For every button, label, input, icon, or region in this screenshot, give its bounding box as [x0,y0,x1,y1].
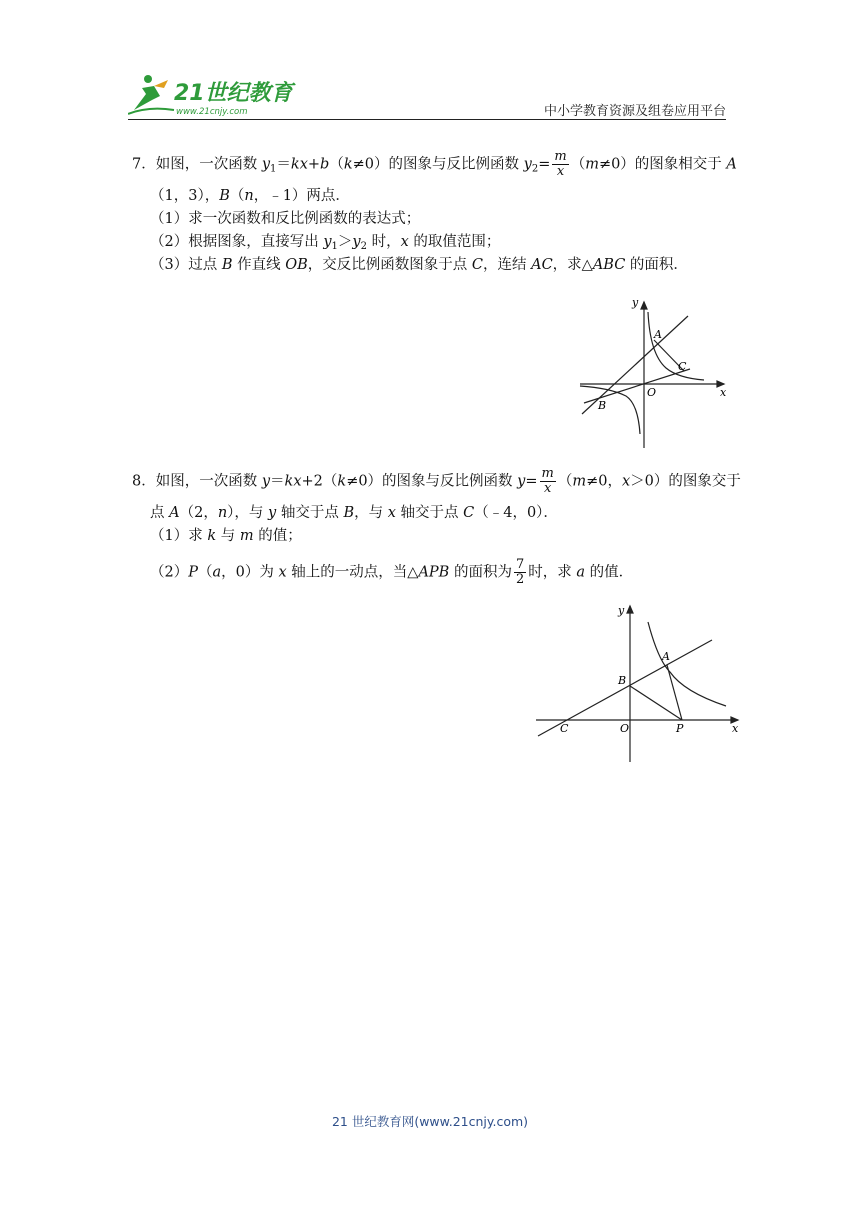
hyperbola-branch-2 [580,386,640,434]
page-header [128,68,726,120]
label-o: O [647,386,657,399]
label-c: C [560,722,569,735]
q7-figure [576,292,736,452]
q8-line-2: 点 A（2，n），与 y 轴交于点 B，与 x 轴交于点 C（﹣4，0）． [150,505,558,521]
label-b: B [598,399,607,412]
q8-line-3: （1）求 k 与 m 的值； [150,528,302,544]
q8-line-4: （2）P（a，0）为 x 轴上的一动点，当△APB 的面积为 $\frac{7}{2}$ 时，求 a 的值． [150,557,634,587]
label-a: A [654,328,662,341]
q7-line-1: 7．如图，一次函数 $y_1=kx+b(k\ne 0)$的图象与反比例函数 $y_2=$ $\frac{m}{x}$ （m≠0）的图象相交于 A [132,149,737,179]
line-ob [584,369,690,403]
q7-line-4: （2）根据图象，直接写出 $y_1>y_2$ 时，x 的取值范围； [150,234,501,252]
label-x: x [732,722,739,735]
label-y: y [632,296,639,309]
q7-line-3: （1）求一次函数和反比例函数的表达式； [150,211,421,227]
label-y: y [618,604,625,617]
label-p: P [676,722,684,735]
hyperbola-branch [648,622,726,706]
q7-line-2: （1，3），B（n，﹣1）两点． [150,188,350,204]
fraction-7-over-2: $\frac{7}{2}$ [515,557,525,587]
label-c: C [678,360,687,373]
header-rule [128,119,726,120]
logo-icon [128,70,298,118]
label-o: O [620,722,630,735]
site-name: 中小学教育资源及组卷应用平台 [543,104,726,119]
fraction-m-over-x: $\frac{m}{x}$ [554,149,567,179]
label-b: B [618,674,627,687]
logo-url: www.21cnjy.com [176,107,248,117]
q8-line-1: 8．如图，一次函数 y＝kx+2（k≠0）的图象与反比例函数 y= $\frac{m}{x}$ （m≠0，x＞0）的图象交于 [132,466,741,496]
logo-text: 21世纪教育 [174,81,293,106]
q8-figure [534,600,744,766]
page-footer[interactable]: 21 世纪教育网(www.21cnjy.com) [331,1114,529,1129]
fraction-m-over-x: $\frac{m}{x}$ [541,466,554,496]
label-x: x [720,386,727,399]
q7-line-5: （3）过点 B 作直线 OB，交反比例函数图象于点 C，连结 AC，求△ABC 的面积． [150,257,688,273]
label-a: A [662,650,670,663]
